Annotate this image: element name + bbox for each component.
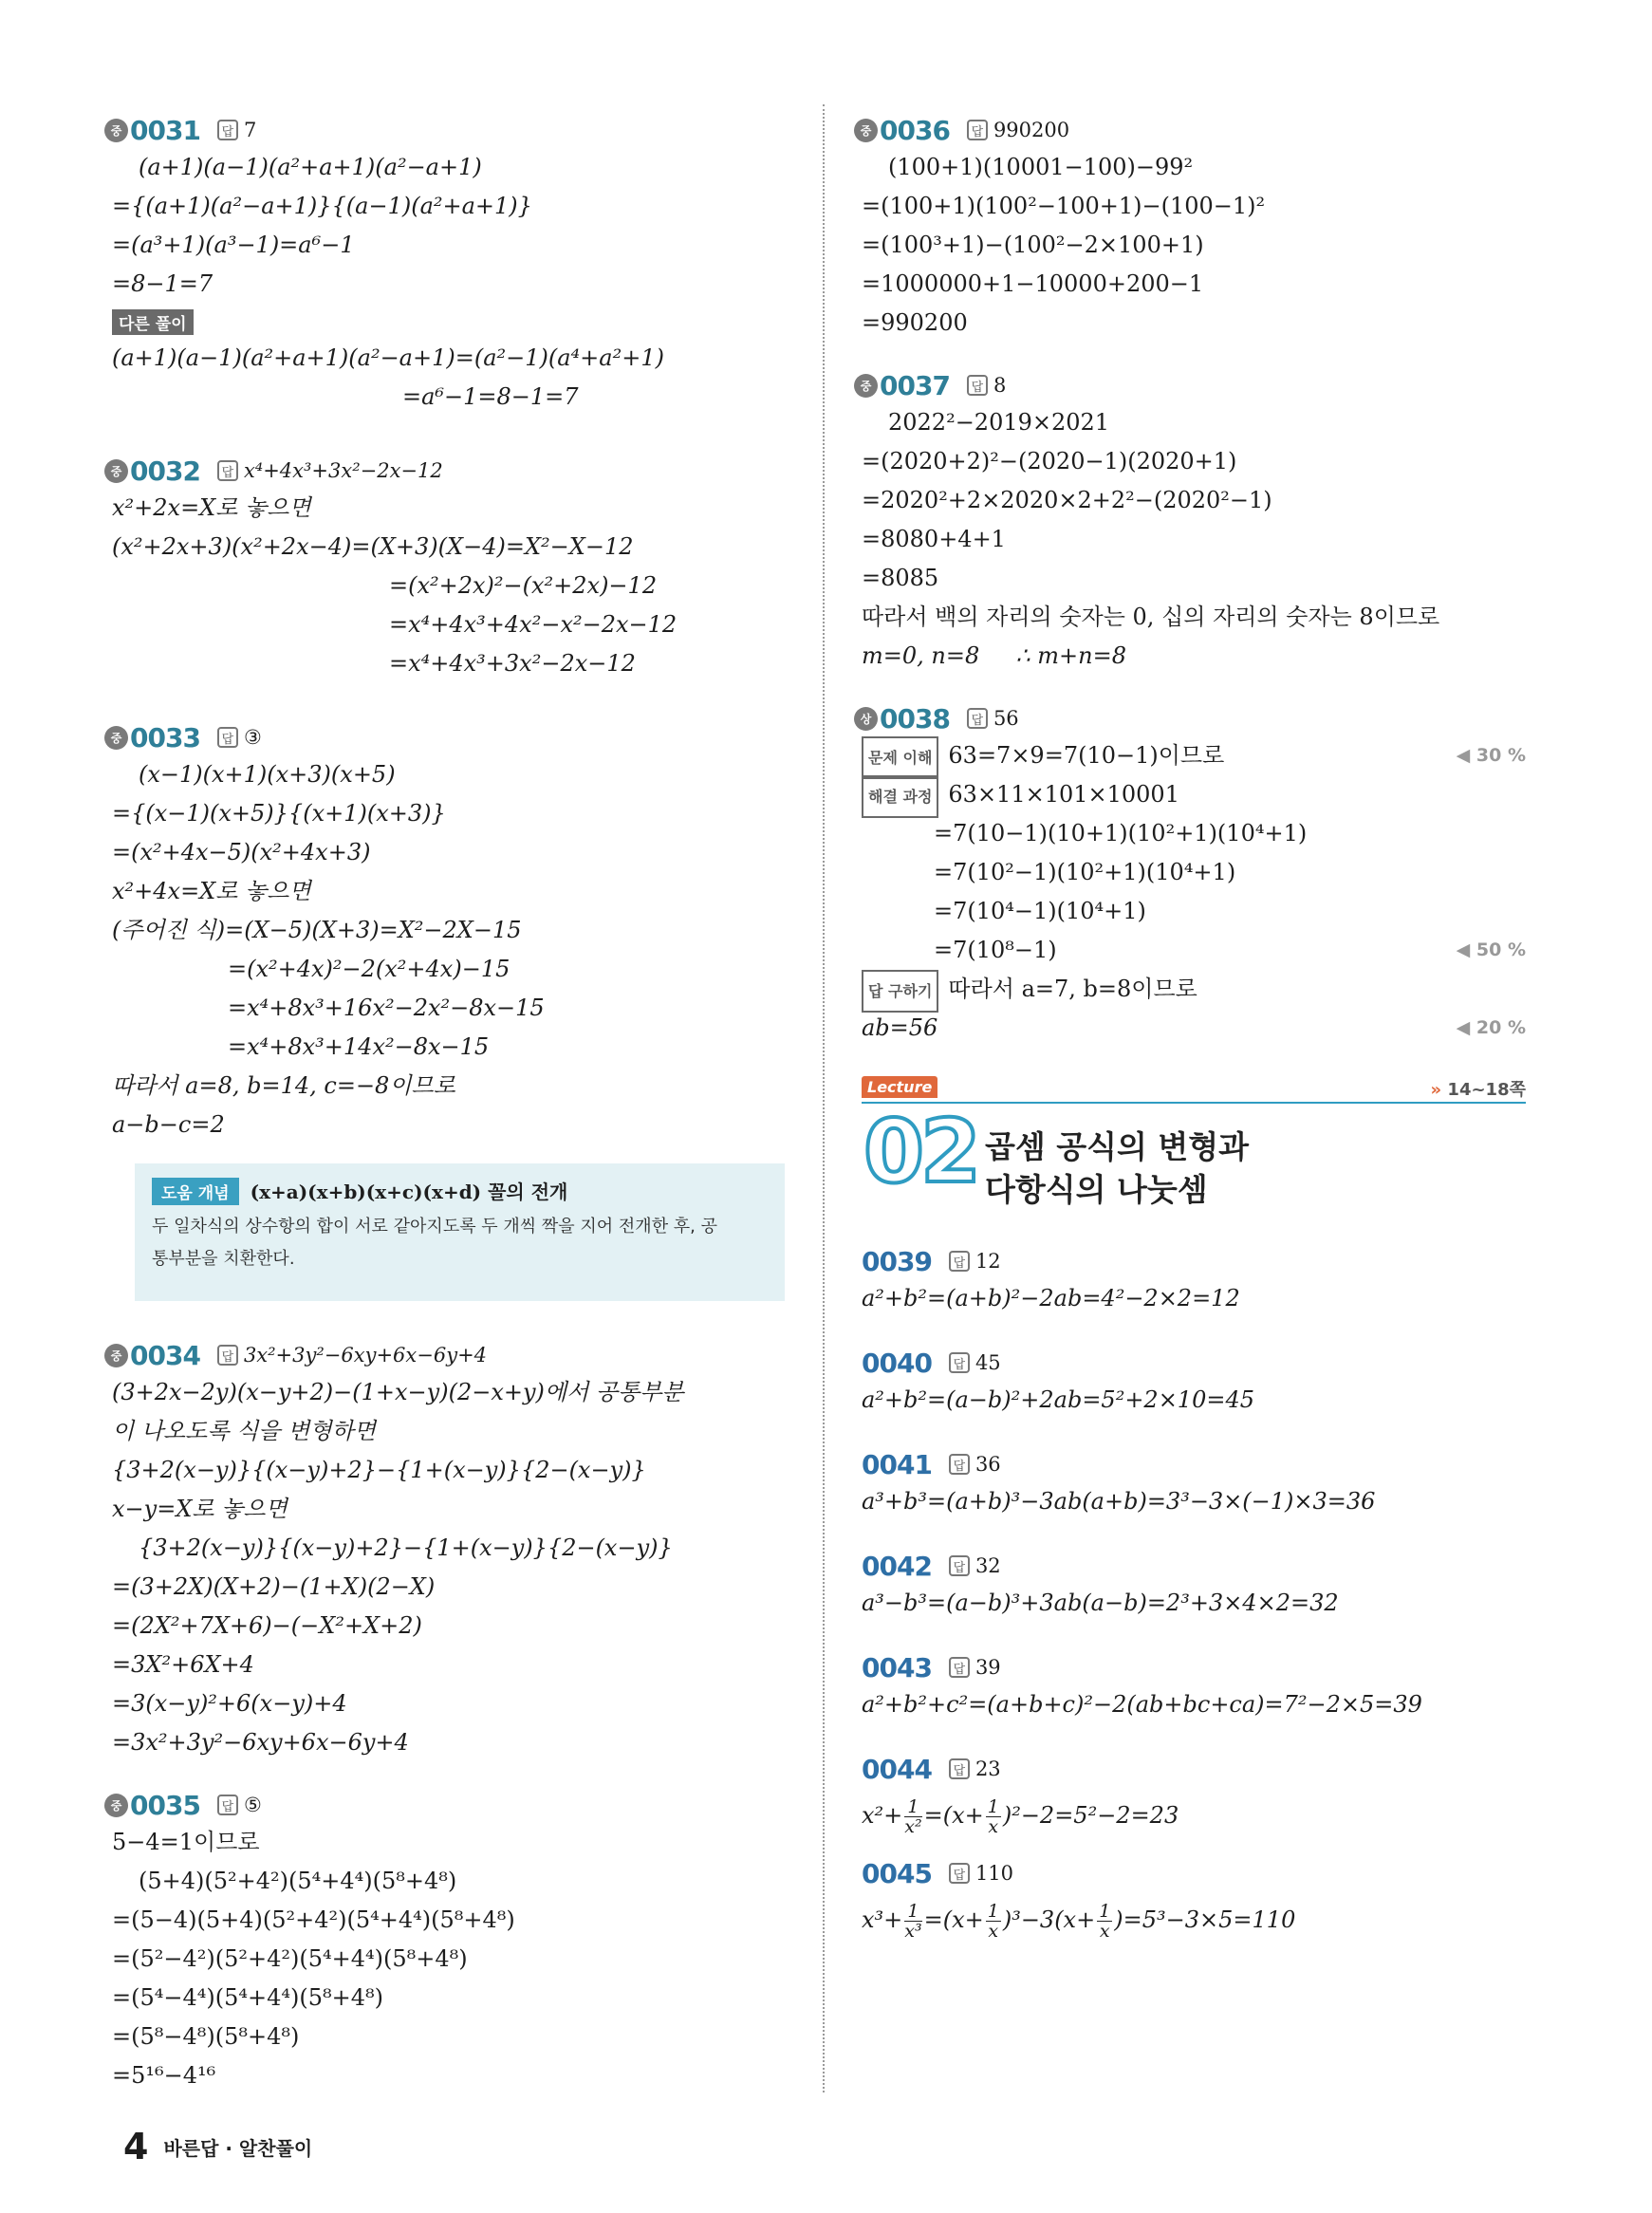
problem-number: 0033 bbox=[130, 721, 200, 753]
answer-icon: 답 bbox=[967, 708, 988, 729]
numerator: 1 bbox=[904, 1902, 921, 1922]
solution-line: a³+b³=(a+b)³−3ab(a+b)=3³−3×(−1)×3=36 bbox=[862, 1488, 1376, 1515]
answer-value: 32 bbox=[974, 1554, 1001, 1577]
denominator: x bbox=[988, 1816, 999, 1837]
solution-line: =7(10⁸−1) bbox=[934, 937, 1057, 963]
difficulty-badge: 상 bbox=[854, 707, 878, 731]
column-divider bbox=[823, 104, 825, 2092]
answer-icon: 답 bbox=[949, 1657, 970, 1678]
solution-line: 이 나오도록 식을 변형하면 bbox=[112, 1418, 376, 1444]
problem-number: 0041 bbox=[862, 1448, 932, 1480]
solution-line: (x−1)(x+1)(x+3)(x+5) bbox=[139, 761, 396, 788]
book-title: 바른답 · 알찬풀이 bbox=[163, 2136, 313, 2160]
solution-line: 따라서 백의 자리의 숫자는 0, 십의 자리의 숫자는 8이므로 bbox=[862, 604, 1440, 630]
answer-icon: 답 bbox=[967, 120, 988, 140]
solution-line: {3+2(x−y)}{(x−y)+2}−{1+(x−y)}{2−(x−y)} bbox=[139, 1534, 673, 1561]
left-column bbox=[112, 112, 795, 2095]
answer-icon: 답 bbox=[949, 1454, 970, 1475]
answer-value: 36 bbox=[974, 1453, 1001, 1476]
problem-number: 0037 bbox=[880, 369, 950, 401]
difficulty-badge: 중 bbox=[854, 374, 878, 398]
solution-line: =8−1=7 bbox=[112, 270, 213, 297]
solution-line: =(x²+4x)²−2(x²+4x)−15 bbox=[228, 956, 510, 982]
answer-value: 39 bbox=[974, 1656, 1001, 1679]
fraction bbox=[904, 1797, 921, 1836]
problem-0034 bbox=[112, 1337, 795, 1762]
solution-line: =3X²+6X+4 bbox=[112, 1651, 254, 1678]
fraction bbox=[986, 1902, 1001, 1941]
expr-part: )=5³−3×5=110 bbox=[1114, 1906, 1296, 1933]
problem-0039 bbox=[862, 1243, 1526, 1318]
solution-line: 63=7×9=7(10−1)이므로 bbox=[948, 742, 1225, 769]
solution-line: =x⁴+4x³+3x²−2x−12 bbox=[389, 650, 636, 677]
problem-number: 0039 bbox=[862, 1245, 932, 1277]
solution-line: {3+2(x−y)}{(x−y)+2}−{1+(x−y)}{2−(x−y)} bbox=[112, 1457, 646, 1483]
solution-line: =3(x−y)²+6(x−y)+4 bbox=[112, 1690, 347, 1717]
difficulty-badge: 중 bbox=[104, 459, 128, 483]
answer-value: 7 bbox=[243, 119, 257, 141]
expr-part: =(x+ bbox=[923, 1906, 984, 1933]
problem-number: 0040 bbox=[862, 1347, 932, 1379]
problem-number: 0032 bbox=[130, 455, 200, 487]
solution-line: =3x²+3y²−6xy+6x−6y+4 bbox=[112, 1729, 409, 1756]
answer-value: x⁴+4x³+3x²−2x−12 bbox=[243, 459, 443, 482]
problem-0036 bbox=[862, 112, 1526, 343]
denominator: x bbox=[1099, 1921, 1110, 1942]
fraction bbox=[986, 1797, 1001, 1836]
problem-number: 0036 bbox=[880, 114, 950, 146]
denominator: x bbox=[988, 1921, 999, 1942]
lecture-header bbox=[862, 1076, 1526, 1218]
solution-line: a³−b³=(a−b)³+3ab(a−b)=2³+3×4×2=32 bbox=[862, 1590, 1339, 1616]
answer-value: 990200 bbox=[993, 119, 1070, 141]
solution-line: a²+b²+c²=(a+b+c)²−2(ab+bc+ca)=7²−2×5=39 bbox=[862, 1691, 1422, 1718]
score-percent: ◀ 20 % bbox=[1456, 1017, 1526, 1038]
answer-value: ⑤ bbox=[243, 1794, 262, 1816]
solution-line: =x⁴+8x³+16x²−2x²−8x−15 bbox=[228, 995, 545, 1021]
difficulty-badge: 중 bbox=[104, 726, 128, 750]
denominator: x² bbox=[904, 1816, 922, 1837]
answer-icon: 답 bbox=[217, 120, 238, 140]
problem-0035 bbox=[112, 1787, 795, 2095]
solution-line: =5¹⁶−4¹⁶ bbox=[112, 2062, 216, 2089]
numerator: 1 bbox=[1099, 1901, 1111, 1922]
page-footer bbox=[123, 2126, 312, 2167]
numerator: 1 bbox=[987, 1901, 999, 1922]
answer-value: 8 bbox=[993, 374, 1007, 397]
lecture-number: 02 bbox=[863, 1101, 978, 1202]
answer-icon: 답 bbox=[217, 1795, 238, 1815]
solution-line: =(5⁸−4⁸)(5⁸+4⁸) bbox=[112, 2023, 300, 2050]
problem-0033 bbox=[112, 719, 795, 1144]
concept-title: (x+a)(x+b)(x+c)(x+d) 꼴의 전개 bbox=[250, 1181, 568, 1203]
expr-part: =(x+ bbox=[923, 1802, 984, 1829]
lecture-title: 곱셈 공식의 변형과 bbox=[985, 1128, 1250, 1165]
difficulty-badge: 중 bbox=[854, 119, 878, 142]
answer-icon: 답 bbox=[217, 727, 238, 748]
solution-line: a²+b²=(a−b)²+2ab=5²+2×10=45 bbox=[862, 1386, 1254, 1413]
difficulty-badge: 중 bbox=[104, 1794, 128, 1817]
solution-line: =(x²+2x)²−(x²+2x)−12 bbox=[389, 572, 658, 599]
problem-0043 bbox=[862, 1649, 1526, 1724]
concept-body: 두 일차식의 상수항의 합이 서로 같아지도록 두 개씩 짝을 지어 전개한 후, 공 bbox=[152, 1217, 718, 1237]
solution-line: =(3+2X)(X+2)−(1+X)(2−X) bbox=[112, 1573, 436, 1600]
answer-icon: 답 bbox=[949, 1863, 970, 1884]
solution-line: 따라서 a=7, b=8이므로 bbox=[948, 976, 1197, 1002]
problem-number: 0038 bbox=[880, 702, 950, 735]
solution-line: =(100³+1)−(100²−2×100+1) bbox=[862, 232, 1204, 258]
solution-line: =a⁶−1=8−1=7 bbox=[402, 383, 579, 410]
expr-part: x³+ bbox=[862, 1906, 903, 1933]
solution-line: (a+1)(a−1)(a²+a+1)(a²−a+1)=(a²−1)(a⁴+a²+1) bbox=[112, 344, 664, 371]
score-percent: ◀ 30 % bbox=[1456, 745, 1526, 766]
answer-value: 45 bbox=[974, 1351, 1001, 1374]
solution-line: m=0, n=8 ∴ m+n=8 bbox=[862, 642, 1126, 669]
expr-part: )³−3(x+ bbox=[1002, 1906, 1096, 1933]
problem-0031 bbox=[112, 112, 795, 417]
solution-line: =7(10²−1)(10²+1)(10⁴+1) bbox=[934, 859, 1236, 885]
solution-line: 63×11×101×10001 bbox=[948, 781, 1179, 808]
denominator: x³ bbox=[904, 1921, 922, 1942]
fraction bbox=[904, 1902, 921, 1941]
problem-number: 0045 bbox=[862, 1857, 932, 1889]
solution-line: (3+2x−2y)(x−y+2)−(1+x−y)(2−x+y)에서 공통부분 bbox=[112, 1379, 684, 1405]
step-tag: 문제 이해 bbox=[862, 736, 938, 779]
solution-line: a−b−c=2 bbox=[112, 1111, 225, 1138]
problem-number: 0042 bbox=[862, 1550, 932, 1582]
solution-line: (100+1)(10001−100)−99² bbox=[888, 154, 1194, 180]
concept-label: 도움 개념 bbox=[152, 1178, 239, 1205]
solution-line: =(x²+4x−5)(x²+4x+3) bbox=[112, 839, 371, 865]
problem-0038 bbox=[862, 700, 1526, 1048]
problem-0040 bbox=[862, 1345, 1526, 1420]
solution-line: (a+1)(a−1)(a²+a+1)(a²−a+1) bbox=[139, 154, 482, 180]
solution-line: 2022²−2019×2021 bbox=[888, 409, 1110, 436]
problem-0037 bbox=[862, 367, 1526, 676]
answer-icon: 답 bbox=[949, 1352, 970, 1373]
expr-part: x²+ bbox=[862, 1802, 903, 1829]
answer-value: 110 bbox=[974, 1862, 1014, 1885]
fraction bbox=[1097, 1902, 1112, 1941]
solution-line: =x⁴+8x³+14x²−8x−15 bbox=[228, 1033, 490, 1060]
score-percent: ◀ 50 % bbox=[1456, 939, 1526, 960]
problem-number: 0035 bbox=[130, 1789, 200, 1821]
concept-body: 통부분을 치환한다. bbox=[152, 1249, 295, 1269]
difficulty-badge: 중 bbox=[104, 1344, 128, 1367]
solution-line: (주어진 식)=(X−5)(X+3)=X²−2X−15 bbox=[112, 917, 522, 943]
answer-icon: 답 bbox=[949, 1758, 970, 1779]
answer-icon: 답 bbox=[949, 1555, 970, 1576]
expr-part: )²−2=5²−2=23 bbox=[1002, 1802, 1179, 1829]
solution-line: =(5²−4²)(5²+4²)(5⁴+4⁴)(5⁸+4⁸) bbox=[112, 1945, 468, 1972]
answer-value: ③ bbox=[243, 726, 262, 749]
problem-number: 0043 bbox=[862, 1651, 932, 1683]
numerator: 1 bbox=[904, 1797, 921, 1817]
page-range bbox=[1431, 1076, 1527, 1101]
solution-line: 따라서 a=8, b=14, c=−8이므로 bbox=[112, 1072, 455, 1099]
right-column bbox=[862, 112, 1526, 1948]
answer-icon: 답 bbox=[967, 375, 988, 396]
answer-icon: 답 bbox=[217, 460, 238, 481]
problem-number: 0031 bbox=[130, 114, 200, 146]
answer-value: 3x²+3y²−6xy+6x−6y+4 bbox=[243, 1344, 488, 1367]
solution-line: =990200 bbox=[862, 309, 968, 336]
solution-line: =8080+4+1 bbox=[862, 526, 1006, 552]
page-range-mark: » bbox=[1430, 1080, 1442, 1100]
solution-line: 5−4=1이므로 bbox=[112, 1829, 260, 1855]
answer-icon: 답 bbox=[217, 1345, 238, 1366]
solution-line: =(2020+2)²−(2020−1)(2020+1) bbox=[862, 448, 1237, 474]
solution-line: =7(10−1)(10+1)(10²+1)(10⁴+1) bbox=[934, 820, 1308, 846]
solution-line: ={(x−1)(x+5)}{(x+1)(x+3)} bbox=[112, 800, 446, 827]
solution-line: =8085 bbox=[862, 565, 939, 591]
problem-0042 bbox=[862, 1548, 1526, 1623]
solution-line bbox=[862, 1891, 1526, 1948]
step-tag: 해결 과정 bbox=[862, 775, 938, 818]
solution-line: =(2X²+7X+6)−(−X²+X+2) bbox=[112, 1612, 422, 1639]
answer-value: 56 bbox=[993, 707, 1019, 730]
answer-value: 23 bbox=[974, 1757, 1001, 1780]
solution-line: x−y=X로 놓으면 bbox=[112, 1496, 288, 1522]
solution-line: (5+4)(5²+4²)(5⁴+4⁴)(5⁸+4⁸) bbox=[139, 1868, 457, 1894]
solution-line: =7(10⁴−1)(10⁴+1) bbox=[934, 898, 1146, 924]
solution-line: =(5⁴−4⁴)(5⁴+4⁴)(5⁸+4⁸) bbox=[112, 1984, 383, 2011]
lecture-label: Lecture bbox=[862, 1076, 937, 1098]
problem-0045 bbox=[862, 1855, 1526, 1948]
page-number: 4 bbox=[123, 2126, 149, 2167]
solution-line: a²+b²=(a+b)²−2ab=4²−2×2=12 bbox=[862, 1285, 1240, 1311]
problem-0041 bbox=[862, 1446, 1526, 1521]
problem-0032 bbox=[112, 453, 795, 683]
step-tag: 답 구하기 bbox=[862, 970, 938, 1013]
page-range-text: 14~18쪽 bbox=[1447, 1080, 1526, 1100]
alt-solution-tag: 다른 풀이 bbox=[112, 309, 194, 335]
solution-line: =(a³+1)(a³−1)=a⁶−1 bbox=[112, 232, 355, 258]
problem-0044 bbox=[862, 1751, 1526, 1844]
solution-line: x²+2x=X로 놓으면 bbox=[112, 494, 311, 521]
solution-line: ={(a+1)(a²−a+1)}{(a−1)(a²+a+1)} bbox=[112, 193, 532, 219]
concept-box bbox=[135, 1163, 785, 1301]
solution-line: =1000000+1−10000+200−1 bbox=[862, 270, 1204, 297]
solution-line: =2020²+2×2020×2+2²−(2020²−1) bbox=[862, 487, 1272, 513]
solution-line bbox=[862, 1787, 1526, 1844]
problem-number: 0034 bbox=[130, 1339, 200, 1371]
lecture-title: 다항식의 나눗셈 bbox=[985, 1171, 1208, 1208]
solution-line: =(5−4)(5+4)(5²+4²)(5⁴+4⁴)(5⁸+4⁸) bbox=[112, 1906, 515, 1933]
problem-number: 0044 bbox=[862, 1753, 932, 1785]
answer-icon: 답 bbox=[949, 1251, 970, 1272]
solution-line: ab=56 bbox=[862, 1014, 938, 1041]
solution-line: =x⁴+4x³+4x²−x²−2x−12 bbox=[389, 611, 678, 638]
solution-line: x²+4x=X로 놓으면 bbox=[112, 878, 311, 904]
difficulty-badge: 중 bbox=[104, 119, 128, 142]
solution-line: (x²+2x+3)(x²+2x−4)=(X+3)(X−4)=X²−X−12 bbox=[112, 533, 634, 560]
solution-line: =(100+1)(100²−100+1)−(100−1)² bbox=[862, 193, 1266, 219]
numerator: 1 bbox=[987, 1796, 999, 1817]
answer-value: 12 bbox=[974, 1250, 1001, 1273]
